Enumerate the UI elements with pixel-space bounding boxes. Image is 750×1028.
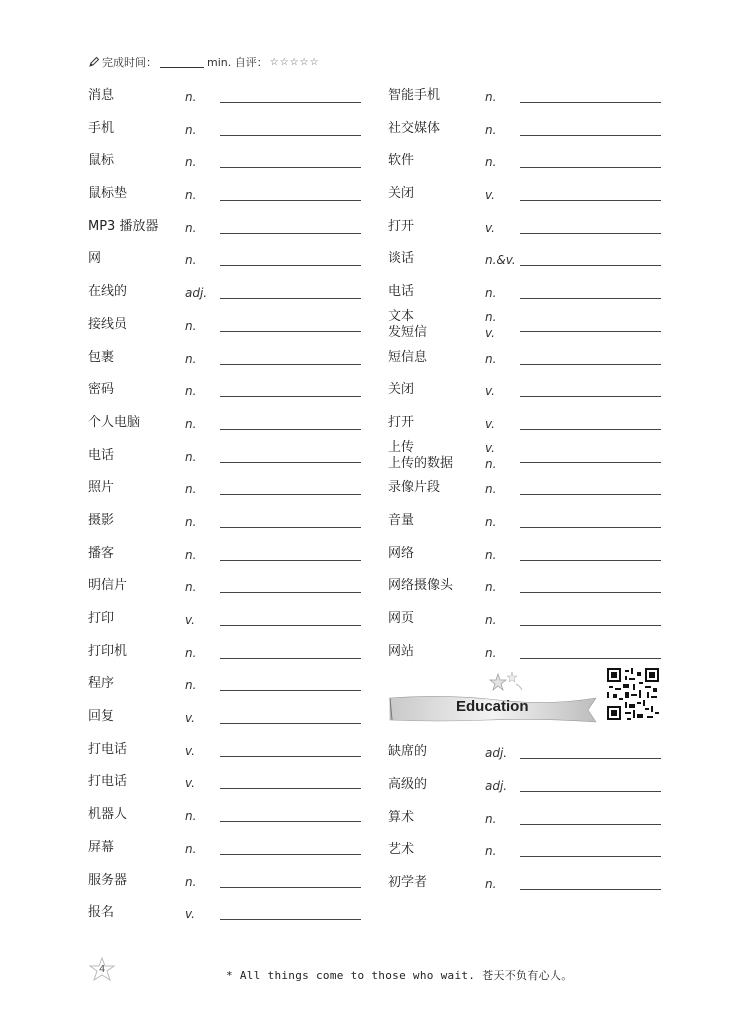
part-of-speech: n.&v. xyxy=(485,253,516,268)
part-of-speech: v. xyxy=(485,188,495,203)
vocab-row xyxy=(388,374,668,407)
part-of-speech: n. xyxy=(185,841,197,856)
part-of-speech: n. xyxy=(485,580,497,595)
part-of-speech: v. xyxy=(185,907,195,922)
vocab-row xyxy=(388,603,668,636)
answer-blank[interactable] xyxy=(220,658,361,659)
vocab-row xyxy=(388,769,668,802)
vocab-row xyxy=(88,799,368,832)
vocab-row xyxy=(88,211,368,244)
min-label: min. 自评： xyxy=(207,56,268,69)
vocab-term: 缺席的 xyxy=(388,744,428,760)
vocab-row xyxy=(88,145,368,178)
vocab-term: 电话 xyxy=(388,284,415,300)
vocab-term: 屏幕 xyxy=(88,839,115,855)
answer-blank[interactable] xyxy=(220,494,361,495)
vocab-term: 回复 xyxy=(88,709,115,725)
part-of-speech: n. xyxy=(185,874,197,889)
section-title: Education xyxy=(456,698,529,716)
vocab-term: 网页 xyxy=(388,611,415,626)
answer-blank[interactable] xyxy=(520,494,661,495)
answer-blank[interactable] xyxy=(220,723,361,724)
part-of-speech: n. xyxy=(185,416,197,431)
part-of-speech: n. xyxy=(485,645,497,660)
answer-blank[interactable] xyxy=(220,265,361,266)
answer-blank[interactable] xyxy=(520,658,661,659)
vocab-term: 在线的 xyxy=(88,284,128,300)
part-of-speech: n. xyxy=(185,482,197,497)
part-of-speech: n. xyxy=(185,220,197,235)
answer-blank[interactable] xyxy=(220,560,361,561)
part-of-speech: v. xyxy=(185,776,195,791)
vocab-row xyxy=(388,538,668,571)
vocab-term: 关闭 xyxy=(388,186,415,202)
vocab-row xyxy=(88,80,368,113)
vocab-term: 社交媒体 xyxy=(388,120,441,136)
part-of-speech: n. xyxy=(185,678,197,693)
vocab-row xyxy=(88,178,368,211)
vocab-row xyxy=(88,766,368,799)
vocab-term: 录像片段 xyxy=(388,480,441,496)
answer-blank[interactable] xyxy=(220,135,361,136)
part-of-speech: n. xyxy=(185,318,197,333)
part-of-speech: v. xyxy=(185,743,195,758)
answer-blank[interactable] xyxy=(520,364,661,365)
page-number: 4 xyxy=(99,964,106,975)
vocab-row xyxy=(388,342,668,375)
vocab-term: 网络摄像头 xyxy=(388,578,454,594)
answer-blank[interactable] xyxy=(220,331,361,332)
vocab-row xyxy=(88,374,368,407)
vocab-term: 个人电脑 xyxy=(88,414,141,430)
vocab-term: 上传 上传的数据 xyxy=(388,439,454,471)
vocab-row xyxy=(88,832,368,865)
vocab-row xyxy=(88,440,368,473)
answer-blank[interactable] xyxy=(220,756,361,757)
education-section-header xyxy=(388,668,668,736)
answer-blank[interactable] xyxy=(220,233,361,234)
vocab-row xyxy=(88,734,368,767)
part-of-speech: n. xyxy=(485,122,497,137)
vocab-row xyxy=(88,701,368,734)
vocab-term: 高级的 xyxy=(388,777,428,793)
vocab-term: MP3 播放器 xyxy=(88,218,159,234)
part-of-speech: n. xyxy=(485,514,497,529)
part-of-speech: v. xyxy=(485,220,495,235)
answer-blank[interactable] xyxy=(220,298,361,299)
vocab-term: 艺术 xyxy=(388,842,415,858)
part-of-speech: v. xyxy=(185,613,195,627)
answer-blank[interactable] xyxy=(520,200,661,201)
vocab-term: 打印 xyxy=(88,611,115,626)
vocab-term: 报名 xyxy=(88,905,115,921)
vocab-term: 网络 xyxy=(388,545,415,561)
vocab-row xyxy=(88,342,368,375)
answer-blank[interactable] xyxy=(520,592,661,593)
vocab-row xyxy=(88,472,368,505)
part-of-speech: n. xyxy=(185,253,197,268)
answer-blank[interactable] xyxy=(220,200,361,201)
part-of-speech: n. xyxy=(485,155,497,170)
part-of-speech: n. v. xyxy=(485,309,497,340)
part-of-speech: n. xyxy=(485,482,497,497)
vocab-term: 明信片 xyxy=(88,578,128,594)
left-vocab-column xyxy=(88,80,368,930)
vocab-term: 文本 发短信 xyxy=(388,308,428,340)
answer-blank[interactable] xyxy=(220,919,361,920)
vocab-row xyxy=(388,867,668,900)
answer-blank[interactable] xyxy=(520,527,661,528)
part-of-speech: n. xyxy=(185,188,197,203)
answer-blank[interactable] xyxy=(220,625,361,626)
part-of-speech: n. xyxy=(485,90,497,104)
answer-blank[interactable] xyxy=(520,625,661,626)
vocab-row xyxy=(388,802,668,835)
part-of-speech: n. xyxy=(185,514,197,529)
pencil-icon xyxy=(88,56,100,68)
vocab-row xyxy=(388,472,668,505)
vocab-term: 谈话 xyxy=(388,251,415,267)
part-of-speech: n. xyxy=(485,613,497,627)
vocab-row xyxy=(88,538,368,571)
qr-code-icon[interactable] xyxy=(607,668,659,720)
part-of-speech: n. xyxy=(185,449,197,464)
vocab-row xyxy=(88,276,368,309)
answer-blank[interactable] xyxy=(520,856,661,857)
part-of-speech: n. xyxy=(185,809,197,824)
part-of-speech: adj. xyxy=(485,746,508,761)
part-of-speech: n. xyxy=(185,155,197,170)
vocab-term: 智能手机 xyxy=(388,88,441,103)
vocab-term: 打电话 xyxy=(88,774,128,790)
vocab-row xyxy=(388,309,668,342)
answer-blank[interactable] xyxy=(520,824,661,825)
rating-stars[interactable]: ☆☆☆☆☆ xyxy=(269,56,320,68)
answer-blank[interactable] xyxy=(520,102,661,103)
vocab-row xyxy=(388,407,668,440)
self-assessment-header xyxy=(88,54,320,70)
vocab-row xyxy=(388,570,668,603)
vocab-row xyxy=(88,113,368,146)
time-label: 完成时间： xyxy=(102,56,157,69)
answer-blank[interactable] xyxy=(220,690,361,691)
part-of-speech: v. xyxy=(485,416,495,431)
part-of-speech: n. xyxy=(485,351,497,366)
answer-blank[interactable] xyxy=(520,265,661,266)
vocab-term: 服务器 xyxy=(88,872,128,888)
vocab-term: 鼠标 xyxy=(88,153,115,169)
vocab-row xyxy=(388,211,668,244)
vocab-row xyxy=(388,636,668,669)
vocab-row xyxy=(388,113,668,146)
part-of-speech: n. xyxy=(185,351,197,366)
vocab-term: 手机 xyxy=(88,120,115,136)
part-of-speech: v. xyxy=(185,711,195,726)
vocab-row xyxy=(388,145,668,178)
vocab-row xyxy=(88,243,368,276)
vocab-row xyxy=(388,80,668,113)
vocab-term: 消息 xyxy=(88,88,115,103)
part-of-speech: adj. xyxy=(185,286,208,301)
vocab-term: 鼠标垫 xyxy=(88,186,128,202)
part-of-speech: n. xyxy=(485,286,497,301)
answer-blank[interactable] xyxy=(520,560,661,561)
part-of-speech: n. xyxy=(485,547,497,562)
answer-blank[interactable] xyxy=(220,592,361,593)
part-of-speech: n. xyxy=(185,645,197,660)
vocab-row xyxy=(88,309,368,342)
part-of-speech: n. xyxy=(185,90,197,104)
vocab-term: 音量 xyxy=(388,512,415,528)
answer-blank[interactable] xyxy=(520,233,661,234)
part-of-speech: v. n. xyxy=(485,440,497,471)
vocab-row xyxy=(388,736,668,769)
vocab-term: 电话 xyxy=(88,447,115,463)
vocab-row xyxy=(88,865,368,898)
answer-blank[interactable] xyxy=(220,396,361,397)
answer-blank[interactable] xyxy=(520,889,661,890)
vocab-term: 算术 xyxy=(388,809,415,825)
answer-blank[interactable] xyxy=(220,462,361,463)
vocab-term: 打印机 xyxy=(88,643,128,659)
vocab-row xyxy=(88,407,368,440)
vocab-term: 机器人 xyxy=(88,807,128,823)
vocab-term: 接线员 xyxy=(88,316,128,332)
answer-blank[interactable] xyxy=(520,298,661,299)
vocab-row xyxy=(388,243,668,276)
vocab-term: 播客 xyxy=(88,545,115,561)
part-of-speech: n. xyxy=(185,580,197,595)
answer-blank[interactable] xyxy=(520,396,661,397)
answer-blank[interactable] xyxy=(220,887,361,888)
vocab-row xyxy=(88,570,368,603)
vocab-row xyxy=(388,178,668,211)
vocab-row xyxy=(88,897,368,930)
sparkle-stars-icon xyxy=(488,670,524,694)
answer-blank[interactable] xyxy=(220,788,361,789)
answer-blank[interactable] xyxy=(520,462,661,463)
answer-blank[interactable] xyxy=(520,429,661,430)
vocab-term: 程序 xyxy=(88,676,115,692)
answer-blank[interactable] xyxy=(220,102,361,103)
vocab-row xyxy=(88,636,368,669)
vocab-row xyxy=(388,276,668,309)
vocab-term: 摄影 xyxy=(88,512,115,528)
part-of-speech: n. xyxy=(185,384,197,399)
part-of-speech: n. xyxy=(485,844,497,859)
vocab-term: 网站 xyxy=(388,643,415,659)
vocab-term: 关闭 xyxy=(388,382,415,398)
vocab-term: 密码 xyxy=(88,382,115,398)
vocab-row xyxy=(388,505,668,538)
answer-blank[interactable] xyxy=(220,364,361,365)
answer-blank[interactable] xyxy=(520,167,661,168)
answer-blank[interactable] xyxy=(220,821,361,822)
part-of-speech: n. xyxy=(485,877,497,892)
answer-blank[interactable] xyxy=(520,135,661,136)
time-blank[interactable] xyxy=(160,57,204,68)
part-of-speech: n. xyxy=(485,811,497,826)
answer-blank[interactable] xyxy=(520,758,661,759)
vocab-term: 短信息 xyxy=(388,349,428,365)
vocab-term: 打开 xyxy=(388,218,415,234)
vocab-term: 打开 xyxy=(388,414,415,430)
vocab-term: 软件 xyxy=(388,153,415,169)
part-of-speech: n. xyxy=(185,547,197,562)
part-of-speech: v. xyxy=(485,384,495,399)
answer-blank[interactable] xyxy=(220,527,361,528)
vocab-row xyxy=(388,440,668,473)
answer-blank[interactable] xyxy=(520,331,661,332)
vocab-term: 包裹 xyxy=(88,349,115,365)
part-of-speech: n. xyxy=(185,122,197,137)
vocab-row xyxy=(88,505,368,538)
footer-motto: * All things come to those who wait. 苍天不负有心人。 xyxy=(226,969,573,982)
vocab-term: 初学者 xyxy=(388,875,428,891)
part-of-speech: adj. xyxy=(485,779,508,794)
right-vocab-column xyxy=(388,80,668,900)
vocab-term: 网 xyxy=(88,251,102,267)
vocab-term: 照片 xyxy=(88,480,115,496)
answer-blank[interactable] xyxy=(520,791,661,792)
vocab-row xyxy=(388,834,668,867)
answer-blank[interactable] xyxy=(220,854,361,855)
answer-blank[interactable] xyxy=(220,167,361,168)
vocab-row xyxy=(88,603,368,636)
vocab-term: 打电话 xyxy=(88,741,128,757)
answer-blank[interactable] xyxy=(220,429,361,430)
vocab-row xyxy=(88,668,368,701)
